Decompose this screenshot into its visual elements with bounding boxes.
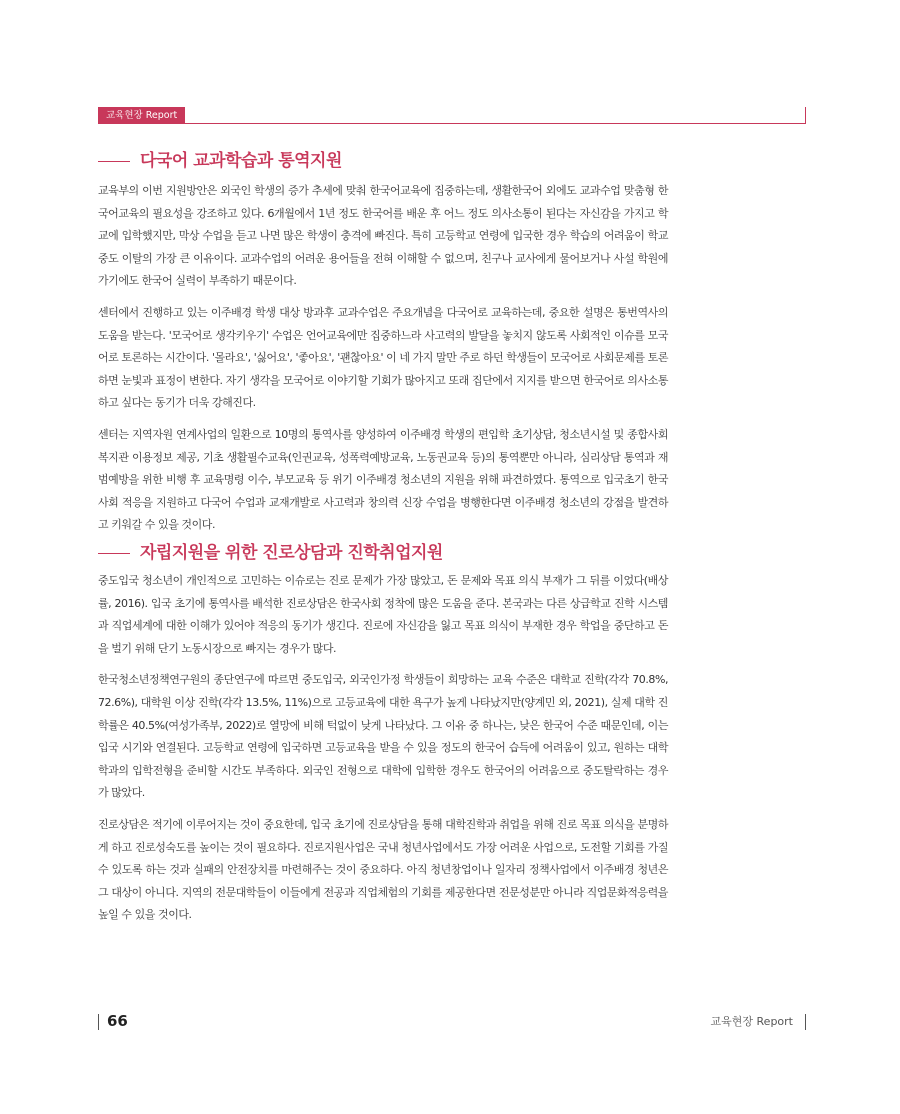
section-body-2: [98, 570, 668, 927]
header-rule: [98, 123, 806, 124]
section-title-2: [98, 542, 443, 564]
section-title-text: 다국어 교과학습과 통역지원: [140, 151, 342, 171]
header-tag: 교육현장 Report: [98, 107, 185, 124]
section-body-1: [98, 180, 668, 537]
paragraph: 중도입국 청소년이 개인적으로 고민하는 이슈로는 진로 문제가 가장 많았고, 돈 문제와 목표 의식 부재가 그 뒤를 이었다(배상률, 2016). 입국 초기에 통역사를 배석한 진로상담은 한국사회 정착에 많은 도움을 준다. 본국과는 다른 상급학교 진학 시스템과 직업세계에 대한 이해가 있어야 적응의 동기가 생긴다. 진로에 자신감을 잃고 목표 의식이 부재한 경우 학업을 중단하고 돈을 벌기 위해 단기 노동시장으로 빠지는 경우가 많다.: [98, 574, 668, 655]
section-title-1: [98, 150, 342, 172]
page-number: 66: [107, 1012, 128, 1030]
paragraph: 센터에서 진행하고 있는 이주배경 학생 대상 방과후 교과수업은 주요개념을 다국어로 교육하는데, 중요한 설명은 통번역사의 도움을 받는다. '모국어로 생각키우기' 수업은 언어교육에만 집중하느라 사고력의 발달을 놓치지 않도록 사회적인 이슈를 모국어로 토론하는 시간이다. '몰라요', '싫어요', '좋아요', '괜찮아요' 이 네 가지 말만 주로 하던 학생들이 모국어로 사회문제를 토론하면 눈빛과 표정이 변한다. 자기 생각을 모국어로 이야기할 기회가 많아지고 또래 집단에서 지지를 받으면 한국어로 의사소통하고 싶다는 동기가 더욱 강해진다.: [98, 305, 668, 410]
paragraph: 센터는 지역자원 연계사업의 일환으로 10명의 통역사를 양성하여 이주배경 학생의 편입학 초기상담, 청소년시설 및 종합사회복지관 이용정보 제공, 기초 생활필수교육(인권교육, 성폭력예방교육, 노동권교육 등)의 통역뿐만 아니라, 심리상담 통역과 재범예방을 위한 비행 후 교육명령 이수, 부모교육 등 위기 이주배경 청소년의 지원을 위해 파견하였다. 통역으로 입국초기 한국사회 적응을 지원하고 다국어 수업과 교재개발로 사고력과 창의력 신장 수업을 병행한다면 이주배경 청소년의 강점을 발견하고 키워갈 수 있을 것이다.: [98, 427, 668, 532]
footer-label: 교육현장 Report: [710, 1015, 793, 1028]
paragraph: 교육부의 이번 지원방안은 외국인 학생의 증가 추세에 맞춰 한국어교육에 집중하는데, 생활한국어 외에도 교과수업 맞춤형 한국어교육의 필요성을 강조하고 있다. 6개월에서 1년 정도 한국어를 배운 후 어느 정도 의사소통이 된다는 자신감을 가지고 학교에 입학했지만, 막상 수업을 듣고 나면 많은 학생이 충격에 빠진다. 특히 고등학교 연령에 입국한 경우 학습의 어려움이 학교 중도 이탈의 가장 큰 이유이다. 교과수업의 어려운 용어들을 전혀 이해할 수 없으며, 친구나 교사에게 물어보거나 사설 학원에 가기에도 한국어 실력이 부족하기 때문이다.: [98, 184, 668, 288]
header-rule-end: [805, 107, 806, 124]
footer-right-bar: [805, 1014, 806, 1030]
footer-left-bar: [98, 1014, 99, 1030]
title-dash-decoration: [98, 161, 130, 162]
paragraph: 진로상담은 적기에 이루어지는 것이 중요한데, 입국 초기에 진로상담을 통해 대학진학과 취업을 위해 진로 목표 의식을 분명하게 하고 진로성숙도를 높이는 것이 필요하다. 진로지원사업은 국내 청년사업에서도 가장 어려운 사업으로, 도전할 기회를 가질 수 있도록 하는 것과 실패의 안전장치를 마련해주는 것이 중요하다. 아직 청년창업이나 일자리 정책사업에서 이주배경 청년은 그 대상이 아니다. 지역의 전문대학들이 이들에게 전공과 직업체험의 기회를 제공한다면 전문성분만 아니라 직업문화적응력을 높일 수 있을 것이다.: [98, 817, 668, 922]
title-dash-decoration: [98, 553, 130, 554]
paragraph: 한국청소년정책연구원의 종단연구에 따르면 중도입국, 외국인가정 학생들이 희망하는 교육 수준은 대학교 진학(각각 70.8%, 72.6%), 대학원 이상 진학(각각 13.5%, 11%)으로 고등교육에 대한 욕구가 높게 나타났지만(양계민 외, 2021), 실제 대학 진학률은 40.5%(여성가족부, 2022)로 열망에 비해 턱없이 낮게 나타났다. 그 이유 중 하나는, 낮은 한국어 수준 때문인데, 이는 입국 시기와 연결된다. 고등학교 연령에 입국하면 고등교육을 받을 수 있을 정도의 한국어 습득에 어려움이 있고, 원하는 대학 학과의 입학전형을 준비할 시간도 부족하다. 외국인 전형으로 대학에 입학한 경우도 한국어의 어려움으로 중도탈락하는 경우가 많았다.: [98, 673, 668, 800]
section-title-text: 자립지원을 위한 진로상담과 진학취업지원: [140, 543, 443, 563]
